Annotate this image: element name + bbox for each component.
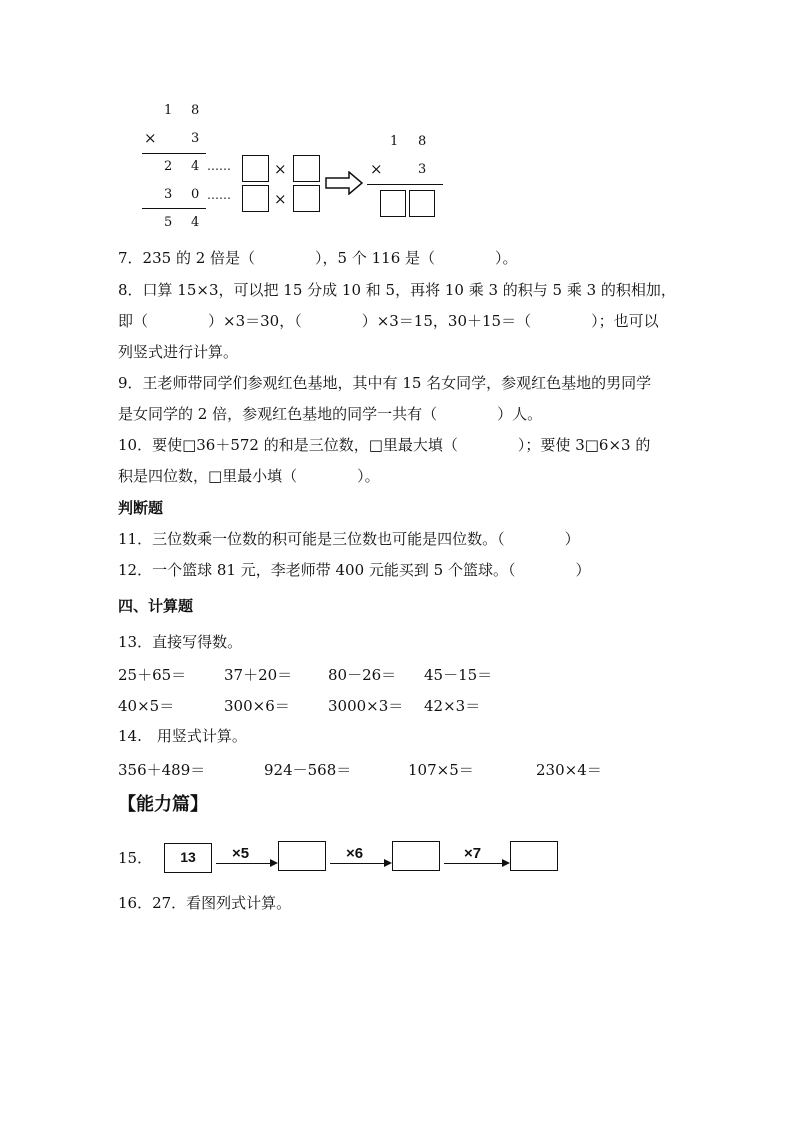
question-16: 16．27．看图列式计算。 bbox=[118, 894, 292, 912]
calc-item: 37＋20＝ bbox=[224, 666, 293, 684]
calc-item: 3000×3＝ bbox=[328, 697, 404, 715]
dots: …… bbox=[207, 159, 231, 173]
digit: 5 bbox=[164, 215, 173, 230]
start-box: 13 bbox=[164, 843, 212, 873]
question-13: 13．直接写得数。 bbox=[118, 633, 243, 651]
digit: 1 bbox=[390, 134, 399, 149]
arrow-line bbox=[444, 863, 502, 864]
section-heading-ability: 【能力篇】 bbox=[118, 794, 208, 815]
operation-label: ×5 bbox=[232, 845, 250, 862]
rule-line bbox=[367, 184, 443, 185]
arrow-line bbox=[216, 863, 270, 864]
answer-box[interactable] bbox=[278, 841, 326, 871]
digit: 3 bbox=[418, 162, 427, 177]
question-10-line1: 10．要使□36＋572 的和是三位数，□里最大填（ ）；要使 3□6×3 的 bbox=[118, 436, 651, 454]
answer-box[interactable] bbox=[293, 185, 320, 212]
question-10-line2: 积是四位数，□里最小填（ ）。 bbox=[118, 467, 380, 485]
times-sign: × bbox=[370, 160, 383, 178]
question-11: 11．三位数乘一位数的积可能是三位数也可能是四位数。（ ） bbox=[118, 530, 580, 548]
digit: 4 bbox=[191, 159, 200, 174]
answer-box[interactable] bbox=[392, 841, 440, 871]
calc-item: 107×5＝ bbox=[408, 761, 474, 779]
question-8-line3: 列竖式进行计算。 bbox=[118, 343, 239, 361]
arrow-line bbox=[330, 863, 384, 864]
calc-item: 230×4＝ bbox=[536, 761, 602, 779]
calc-item: 45－15＝ bbox=[424, 666, 493, 684]
question-8-line2: 即（ ）×3＝30，（ ）×3＝15，30＋15＝（ ）；也可以 bbox=[118, 312, 659, 330]
question-8-line1: 8．口算 15×3，可以把 15 分成 10 和 5，再将 10 乘 3 的积与 5 乘 3 的积相加， bbox=[118, 281, 676, 299]
answer-box[interactable] bbox=[510, 841, 558, 871]
answer-box[interactable] bbox=[409, 190, 435, 217]
answer-box[interactable] bbox=[380, 190, 406, 217]
calc-item: 40×5＝ bbox=[118, 697, 175, 715]
digit: 3 bbox=[164, 187, 173, 202]
calc-item: 300×6＝ bbox=[224, 697, 290, 715]
question-12: 12．一个篮球 81 元，李老师带 400 元能买到 5 个篮球。（ ） bbox=[118, 561, 591, 579]
question-7: 7．235 的 2 倍是（ ），5 个 116 是（ ）。 bbox=[118, 249, 518, 267]
answer-box[interactable] bbox=[242, 185, 269, 212]
arrow-head-icon bbox=[270, 859, 278, 867]
calc-item: 80－26＝ bbox=[328, 666, 397, 684]
digit: 8 bbox=[418, 134, 427, 149]
question-15-number: 15． bbox=[118, 849, 153, 867]
section-heading-calc: 四、计算题 bbox=[118, 597, 194, 615]
calc-item: 924－568＝ bbox=[264, 761, 352, 779]
answer-box[interactable] bbox=[242, 155, 269, 182]
question-9-line1: 9．王老师带同学们参观红色基地，其中有 15 名女同学，参观红色基地的男同学 bbox=[118, 374, 652, 392]
times-sign: × bbox=[274, 160, 287, 178]
rule-line bbox=[142, 153, 206, 154]
digit: 2 bbox=[164, 159, 173, 174]
question-14: 14. 用竖式计算。 bbox=[118, 727, 247, 745]
digit: 8 bbox=[191, 103, 200, 118]
calc-item: 356＋489＝ bbox=[118, 761, 206, 779]
question-9-line2: 是女同学的 2 倍，参观红色基地的同学一共有（ ）人。 bbox=[118, 405, 543, 423]
times-sign: × bbox=[274, 190, 287, 208]
hollow-arrow-icon bbox=[325, 171, 363, 195]
operation-label: ×7 bbox=[464, 845, 482, 862]
digit: 0 bbox=[191, 187, 200, 202]
arrow-head-icon bbox=[502, 859, 510, 867]
digit: 3 bbox=[191, 131, 200, 146]
section-heading-judge: 判断题 bbox=[118, 499, 164, 517]
answer-box[interactable] bbox=[293, 155, 320, 182]
times-sign: × bbox=[144, 129, 157, 147]
dots: …… bbox=[207, 188, 231, 202]
arrow-head-icon bbox=[384, 859, 392, 867]
rule-line bbox=[142, 208, 206, 209]
calc-item: 42×3＝ bbox=[424, 697, 481, 715]
digit: 1 bbox=[164, 103, 173, 118]
operation-label: ×6 bbox=[346, 845, 364, 862]
calc-item: 25＋65＝ bbox=[118, 666, 187, 684]
digit: 4 bbox=[191, 215, 200, 230]
